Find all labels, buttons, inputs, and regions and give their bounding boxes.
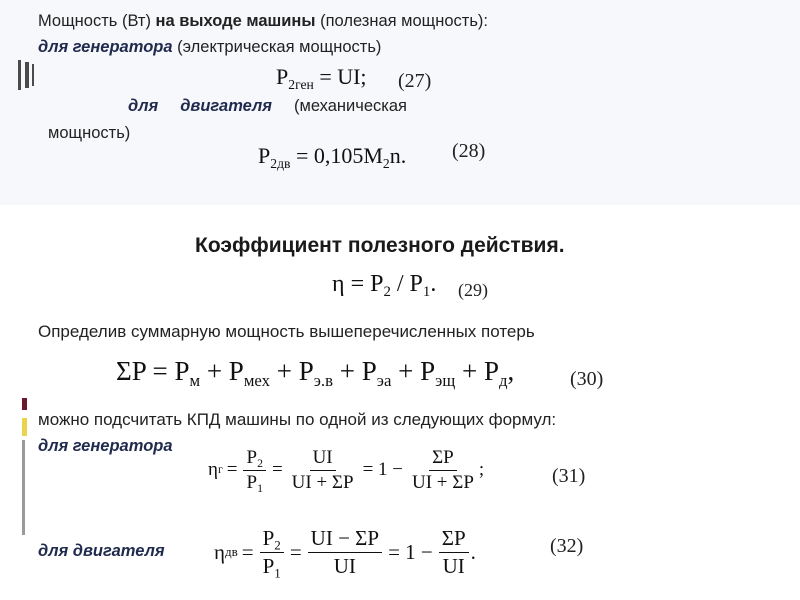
eq30-term: + P xyxy=(455,356,499,386)
eq28-symbol: P xyxy=(258,143,271,168)
fraction-numerator xyxy=(260,526,284,552)
eq27-rhs: = UI; xyxy=(313,64,367,89)
fraction-ui xyxy=(289,447,357,494)
equation-27 xyxy=(276,64,367,90)
fraction-denominator: UI xyxy=(333,553,356,578)
eq29-subscript-1: 1 xyxy=(422,284,431,301)
eq30-term: + P xyxy=(200,356,244,386)
equals-sign: = xyxy=(289,539,302,564)
fraction-numerator: UI − ΣP xyxy=(308,526,382,552)
eq30-end: , xyxy=(507,356,515,386)
fraction-symbol: P xyxy=(246,471,258,493)
fraction-symbol: P xyxy=(262,526,275,551)
eta-symbol: η xyxy=(332,271,345,297)
output-power-text: Мощность (Вт) xyxy=(38,12,156,30)
eq30-sub: э.в xyxy=(313,370,334,390)
eq30-sub: д xyxy=(498,370,508,390)
eq30-sub: мех xyxy=(243,370,270,390)
fraction-numerator xyxy=(243,447,265,471)
eq28-subscript: 2дв xyxy=(270,155,291,171)
motor-formula-label: для двигателя xyxy=(38,542,165,560)
accent-bar xyxy=(22,418,27,436)
fraction-denominator: UI xyxy=(442,553,465,578)
equals-sign: = xyxy=(226,459,238,480)
eq29-subscript-2: 2 xyxy=(383,284,391,301)
equals-one-minus: = 1 − xyxy=(388,539,433,564)
eta-symbol: η xyxy=(208,459,218,480)
fraction-ui-minus xyxy=(308,526,382,577)
eq32-end: . xyxy=(470,539,476,564)
fraction-numerator: UI xyxy=(310,447,336,471)
output-power-text-end: (полезная мощность): xyxy=(315,12,489,30)
motor-desc: (механическая xyxy=(294,97,407,115)
eq30-sub: эа xyxy=(376,370,392,390)
fraction-sum-p xyxy=(439,526,469,577)
fraction-denominator: UI + ΣP xyxy=(412,471,474,493)
eta-symbol: η xyxy=(214,539,225,564)
decorative-bar xyxy=(25,62,29,88)
equals-sign: = xyxy=(241,539,254,564)
equation-30 xyxy=(116,356,515,390)
generator-label: для генератора xyxy=(38,38,173,56)
calc-text: можно подсчитать КПД машины по одной из следующих формул: xyxy=(38,410,557,429)
equation-32: η дв = $\frac{P_2}{P_1}$ = $\frac{UI - \Sigma P}{UI}$ = 1 − $\frac{\Sigma P}{UI}$ . xyxy=(214,526,476,581)
eq31-end: ; xyxy=(478,459,485,480)
equation-29 xyxy=(332,271,437,301)
eq30-term: + P xyxy=(270,356,314,386)
equation-number-31: (31) xyxy=(552,465,586,487)
fraction-subscript: 2 xyxy=(257,456,263,470)
eq29-dot: . xyxy=(430,271,437,297)
eq29-p2: = P xyxy=(344,271,384,297)
fraction-subscript: 1 xyxy=(274,565,281,581)
equation-number-28: (28) xyxy=(452,140,486,162)
equals-one-minus: = 1 − xyxy=(362,459,403,480)
fraction-numerator: ΣP xyxy=(429,447,457,471)
equation-number-29: (29) xyxy=(458,280,488,300)
decorative-bar xyxy=(18,60,21,90)
generator-desc: (электрическая мощность) xyxy=(172,38,382,56)
eq30-term: + P xyxy=(391,356,436,386)
eq28-mid: = 0,105M xyxy=(290,143,383,168)
motor-label-line xyxy=(128,97,407,116)
fraction-symbol: P xyxy=(262,553,275,578)
efficiency-title: Коэффициент полезного действия. xyxy=(195,234,565,257)
output-power-bold: на выходе машины xyxy=(155,12,316,30)
equation-number-32: (32) xyxy=(550,535,584,557)
eq30-sub: эщ xyxy=(435,370,456,390)
motor-label-for: для xyxy=(128,97,159,115)
eq27-subscript: 2ген xyxy=(288,76,314,92)
eq28-tail: n. xyxy=(389,143,407,168)
eq30-sub: м xyxy=(189,370,201,390)
eq30-term: + P xyxy=(333,356,377,386)
decorative-bar xyxy=(32,64,34,86)
fraction-denominator xyxy=(260,553,284,581)
decorative-bar xyxy=(22,398,27,410)
eq28-subscript-2: 2 xyxy=(382,155,390,171)
equation-31: η г = $\frac{P_2}{P_1}$ = $\frac{UI}{UI + \Sigma P}$ = 1 − $\frac{\Sigma P}{UI + \Sigma P}$ ; xyxy=(208,446,485,495)
fraction-denominator: UI + ΣP xyxy=(291,471,354,493)
motor-desc-cont: мощность) xyxy=(48,124,131,142)
fraction-symbol: P xyxy=(246,446,258,468)
eq29-p1: / P xyxy=(390,271,423,297)
equation-28 xyxy=(258,143,406,169)
equation-number-30: (30) xyxy=(570,368,604,390)
output-power-line xyxy=(38,12,488,31)
fraction-p2-p1 xyxy=(260,526,284,581)
fraction-denominator xyxy=(243,471,265,494)
generator-line xyxy=(38,38,381,57)
fraction-p2-p1 xyxy=(243,447,265,494)
equation-number-27: (27) xyxy=(398,70,432,92)
losses-text: Определив суммарную мощность вышеперечисленных потерь xyxy=(38,322,535,341)
fraction-subscript: 1 xyxy=(257,481,263,495)
generator-formula-label: для генератора xyxy=(38,437,173,455)
equals-sign: = xyxy=(271,459,283,480)
fraction-subscript: 2 xyxy=(274,537,281,553)
fraction-sum-p xyxy=(409,447,477,494)
motor-label-engine: двигателя xyxy=(180,97,273,115)
eq30-lhs: ΣP = P xyxy=(116,356,190,386)
fraction-numerator: ΣP xyxy=(439,526,469,552)
eq27-symbol: P xyxy=(276,64,289,89)
decorative-bar xyxy=(22,440,25,535)
